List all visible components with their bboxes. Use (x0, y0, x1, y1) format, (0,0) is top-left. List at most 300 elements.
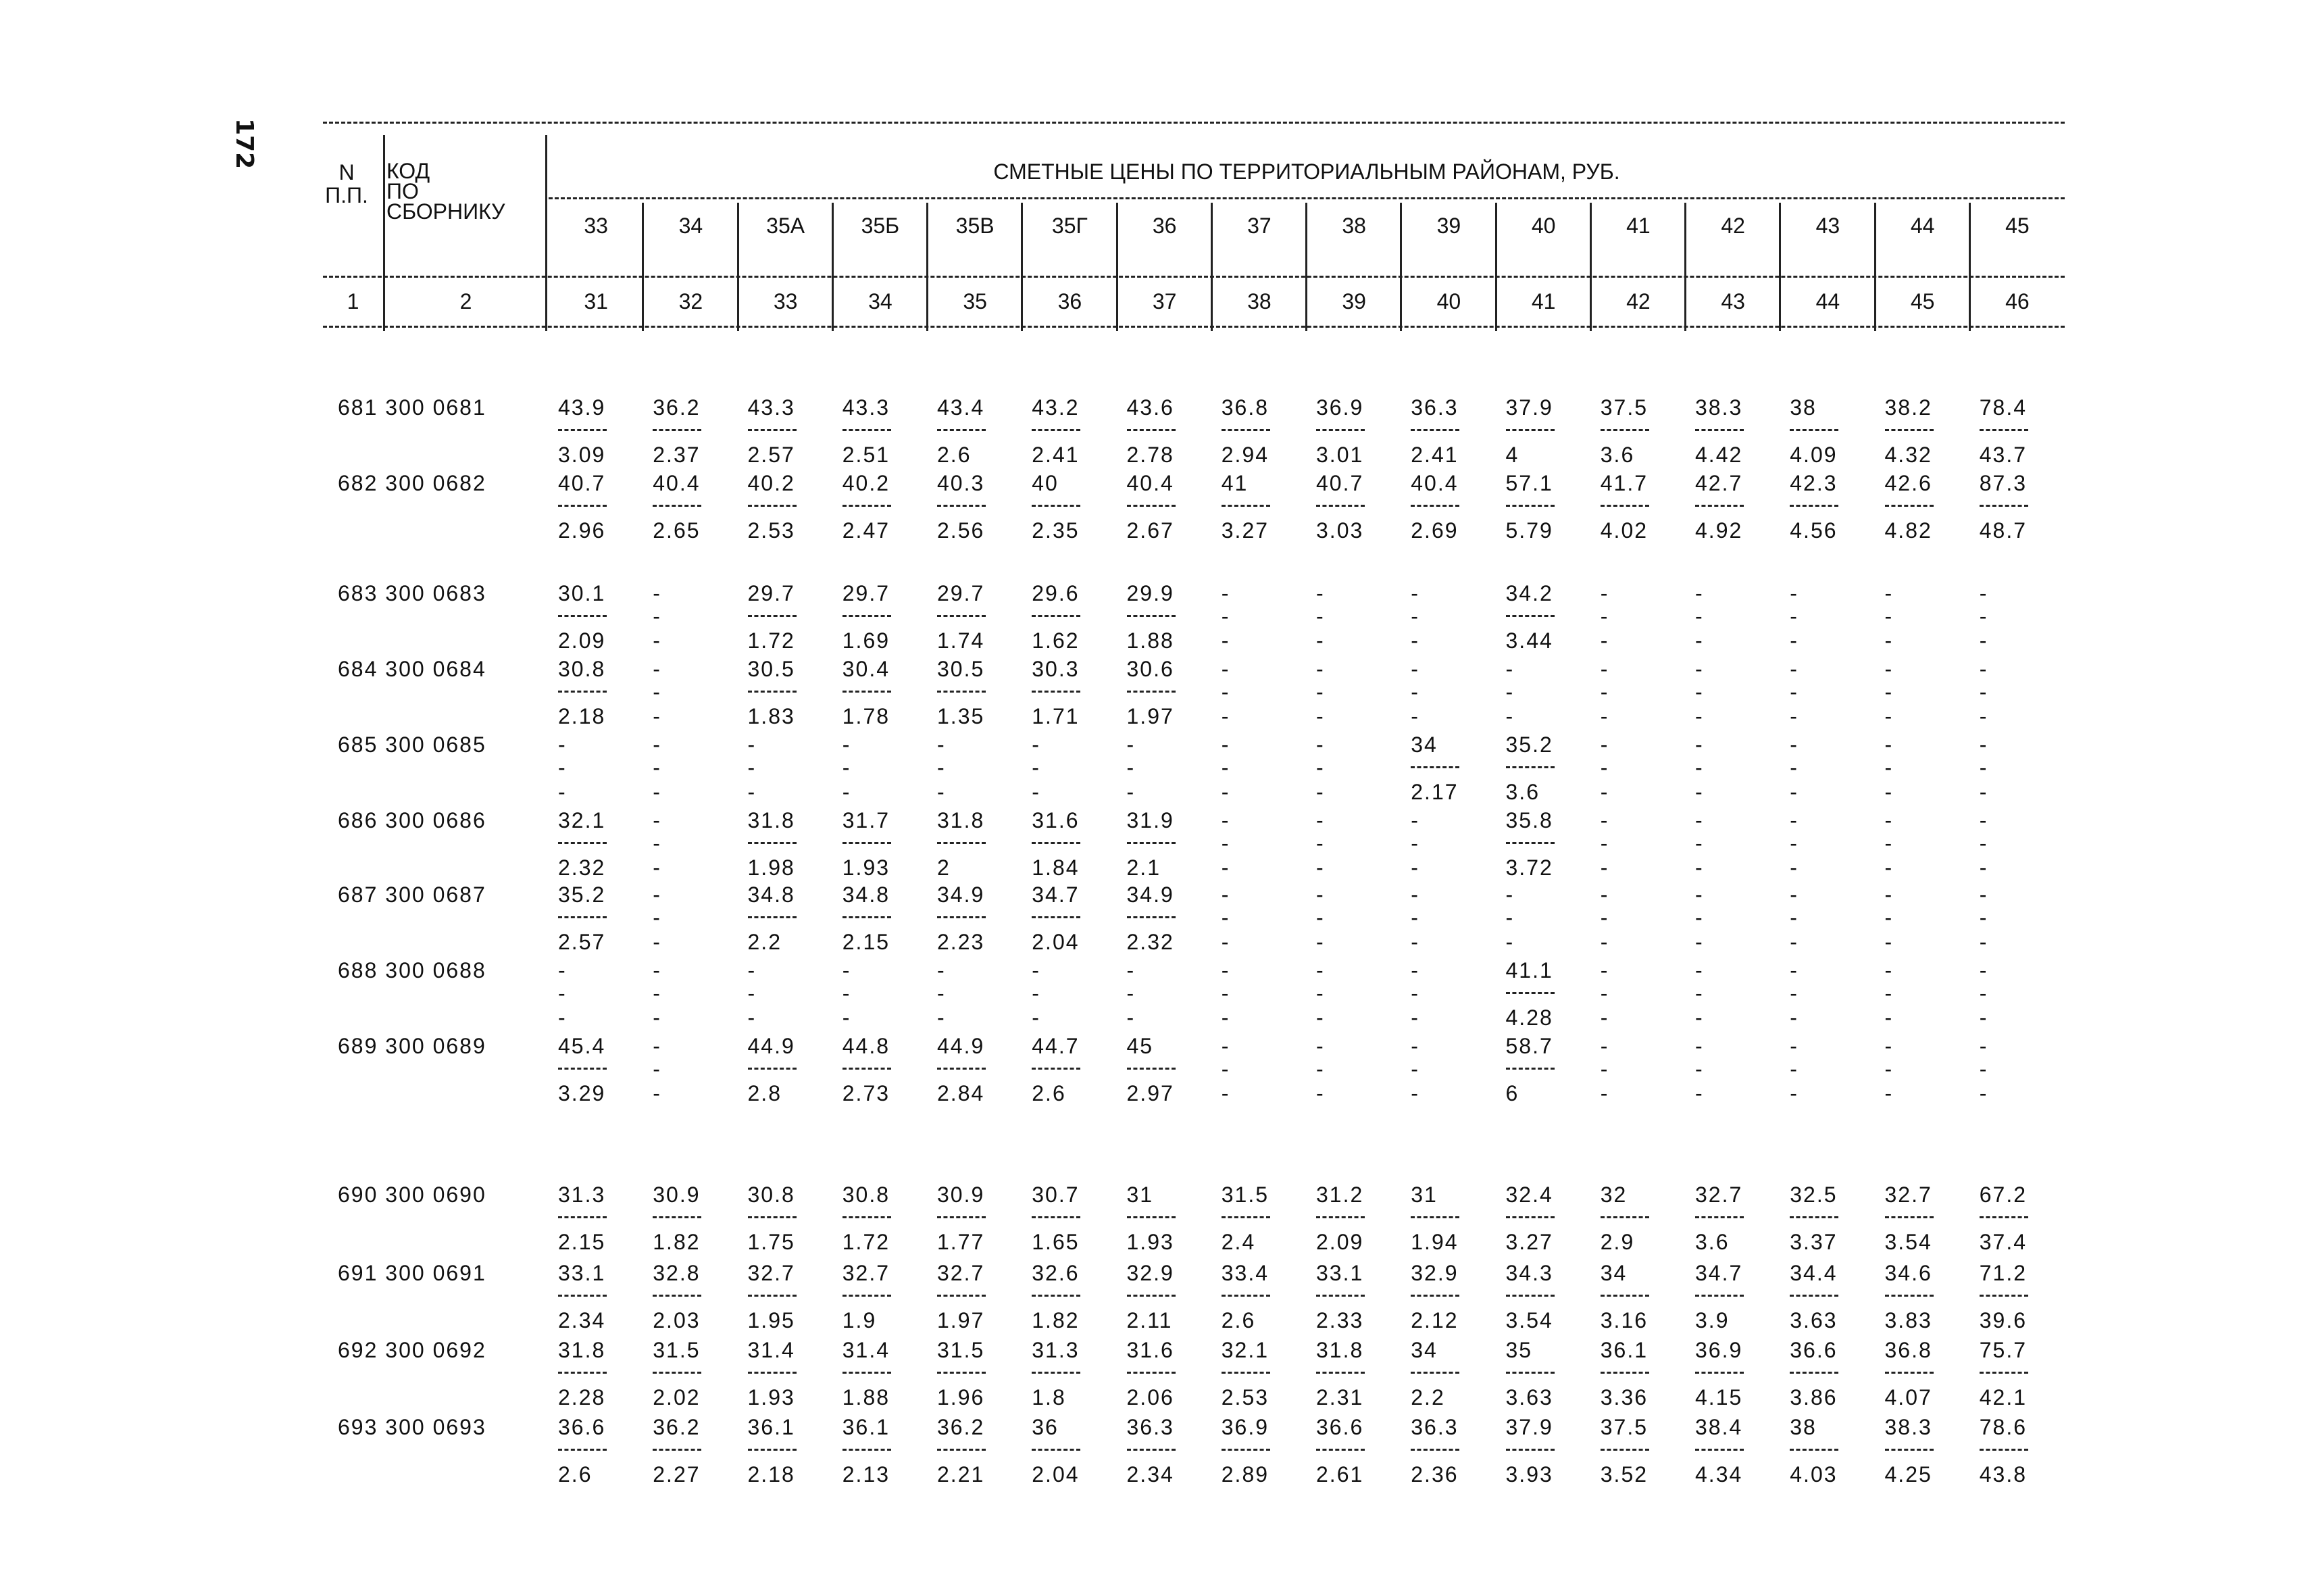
price-numerator: - (1411, 657, 1419, 681)
row-code: 691 300 0691 (338, 1261, 486, 1285)
header-top-rule (323, 122, 2065, 124)
price-denominator: 4.92 (1695, 518, 1743, 543)
price-denominator: - (937, 1005, 946, 1030)
price-denominator: 3.52 (1600, 1462, 1649, 1487)
dash-placeholder: - (1600, 1057, 1609, 1081)
price-denominator: 2.06 (1126, 1385, 1174, 1410)
price-numerator: - (1411, 808, 1419, 832)
price-denominator: 3.27 (1505, 1230, 1553, 1254)
price-numerator: - (1695, 581, 1704, 605)
price-denominator: 4.09 (1790, 443, 1838, 467)
fraction-line (1790, 1216, 1838, 1218)
price-numerator: 42.6 (1884, 471, 1932, 495)
price-numerator: - (1979, 882, 1988, 907)
price-numerator: - (1884, 808, 1894, 832)
price-numerator: 30.6 (1126, 657, 1174, 681)
fraction-line (1127, 916, 1176, 918)
price-numerator: 40.7 (1316, 471, 1364, 495)
fraction-line (1885, 1295, 1934, 1297)
price-denominator: 2.13 (842, 1462, 890, 1487)
fraction-line (1506, 1449, 1555, 1451)
fraction-line (1411, 1372, 1459, 1374)
dash-placeholder: - (937, 981, 946, 1005)
price-numerator: 38 (1790, 1415, 1817, 1439)
price-numerator: 36.1 (747, 1415, 795, 1439)
price-numerator: 36.6 (1790, 1338, 1838, 1362)
price-numerator: - (1600, 882, 1609, 907)
dash-placeholder: - (653, 755, 661, 780)
price-denominator: 3.86 (1790, 1385, 1838, 1410)
column-number: 44 (1815, 289, 1840, 314)
fraction-line (748, 429, 797, 431)
price-denominator: 2.36 (1411, 1462, 1459, 1487)
price-numerator: 34.4 (1790, 1261, 1838, 1285)
price-denominator: - (653, 1005, 661, 1030)
fraction-line (748, 1372, 797, 1374)
dash-placeholder: - (1695, 981, 1704, 1005)
price-numerator: 38.3 (1884, 1415, 1932, 1439)
dash-placeholder: - (653, 604, 661, 628)
price-numerator: 43.2 (1032, 395, 1080, 420)
price-denominator: 3.29 (558, 1081, 606, 1105)
price-denominator: - (1884, 780, 1894, 804)
price-numerator: - (1221, 581, 1230, 605)
price-numerator: - (1790, 657, 1799, 681)
dash-placeholder: - (558, 981, 567, 1005)
row-code: 682 300 0682 (338, 471, 486, 495)
price-denominator: 2.37 (653, 443, 701, 467)
dash-placeholder: - (1316, 981, 1325, 1005)
price-numerator: 30.3 (1032, 657, 1080, 681)
dash-placeholder: - (1126, 755, 1136, 780)
dash-placeholder: - (1221, 680, 1230, 704)
price-denominator: - (1695, 930, 1704, 954)
fraction-line (1032, 615, 1080, 617)
price-numerator: - (1221, 732, 1230, 757)
fraction-line (1411, 766, 1459, 768)
price-numerator: - (653, 958, 661, 982)
price-numerator: - (1695, 882, 1704, 907)
region-header: 41 (1626, 214, 1651, 238)
price-denominator: - (1600, 1081, 1609, 1105)
price-numerator: 32.6 (1032, 1261, 1080, 1285)
price-denominator: 39.6 (1979, 1308, 2028, 1332)
price-numerator: 31 (1126, 1182, 1154, 1207)
fraction-line (558, 429, 607, 431)
price-denominator: 1.83 (747, 704, 795, 728)
price-denominator: 2.12 (1411, 1308, 1459, 1332)
dash-placeholder: - (1979, 680, 1988, 704)
fraction-line (1127, 505, 1176, 507)
column-title-code: КОД ПО СБОРНИКУ (386, 159, 505, 224)
region-header: 35Б (861, 214, 900, 238)
dash-placeholder: - (1884, 1057, 1894, 1081)
price-denominator: - (1221, 1005, 1230, 1030)
column-number: 2 (459, 289, 472, 314)
row-code: 681 300 0681 (338, 395, 486, 420)
price-numerator: 35.2 (1505, 732, 1553, 757)
price-denominator: - (1695, 1081, 1704, 1105)
price-numerator: - (558, 958, 567, 982)
fraction-line (1127, 691, 1176, 693)
price-denominator: 2.03 (653, 1308, 701, 1332)
price-denominator: - (1695, 855, 1704, 880)
price-denominator: - (653, 628, 661, 653)
price-denominator: - (1884, 855, 1894, 880)
price-numerator: 43.3 (842, 395, 890, 420)
dash-placeholder: - (937, 755, 946, 780)
price-numerator: - (1695, 958, 1704, 982)
price-denominator: 1.94 (1411, 1230, 1459, 1254)
price-numerator: - (653, 657, 661, 681)
fraction-line (1222, 1295, 1270, 1297)
price-denominator: 2.17 (1411, 780, 1459, 804)
price-numerator: - (558, 732, 567, 757)
fraction-line (1127, 1068, 1176, 1070)
fraction-line (842, 1449, 891, 1451)
fraction-line (1506, 505, 1555, 507)
price-denominator: - (937, 780, 946, 804)
price-numerator: 36.6 (1316, 1415, 1364, 1439)
price-denominator: 43.8 (1979, 1462, 2028, 1487)
divider (545, 135, 547, 331)
fraction-line (937, 505, 986, 507)
price-numerator: - (1505, 657, 1515, 681)
column-number: 36 (1057, 289, 1082, 314)
column-number: 34 (868, 289, 892, 314)
price-denominator: - (1126, 780, 1136, 804)
price-numerator: 31.6 (1126, 1338, 1174, 1362)
price-numerator: 44.9 (747, 1034, 795, 1058)
region-header: 35А (766, 214, 805, 238)
price-numerator: 36.6 (558, 1415, 606, 1439)
price-denominator: 2.41 (1411, 443, 1459, 467)
price-numerator: 75.7 (1979, 1338, 2028, 1362)
price-numerator: - (1032, 732, 1040, 757)
price-numerator: 34 (1411, 1338, 1438, 1362)
fraction-line (1316, 1372, 1365, 1374)
price-denominator: - (1884, 704, 1894, 728)
price-numerator: 31.7 (842, 808, 890, 832)
fraction-line (1222, 1449, 1270, 1451)
fraction-line (1790, 1295, 1838, 1297)
price-numerator: 31.8 (747, 808, 795, 832)
price-denominator: 2.04 (1032, 930, 1080, 954)
price-numerator: - (747, 732, 757, 757)
fraction-line (1601, 1216, 1649, 1218)
price-denominator: - (1979, 704, 1988, 728)
price-numerator: - (842, 958, 851, 982)
price-numerator: - (653, 732, 661, 757)
price-numerator: 41.7 (1600, 471, 1649, 495)
price-numerator: - (1600, 581, 1609, 605)
price-numerator: 36.1 (842, 1415, 890, 1439)
price-denominator: - (558, 780, 567, 804)
price-numerator: - (653, 581, 661, 605)
fraction-line (1032, 429, 1080, 431)
price-denominator: - (1316, 704, 1325, 728)
price-numerator: - (1126, 958, 1136, 982)
price-denominator: - (842, 780, 851, 804)
dash-placeholder: - (1979, 981, 1988, 1005)
price-denominator: 2.9 (1600, 1230, 1635, 1254)
fraction-line (842, 615, 891, 617)
price-numerator: 36.9 (1695, 1338, 1743, 1362)
divider (383, 135, 385, 331)
fraction-line (653, 429, 701, 431)
price-denominator: - (1411, 930, 1419, 954)
price-numerator: 29.7 (937, 581, 985, 605)
fraction-line (1127, 615, 1176, 617)
price-numerator: 40.7 (558, 471, 606, 495)
price-numerator: 29.7 (747, 581, 795, 605)
column-number: 35 (963, 289, 987, 314)
price-denominator: 2.67 (1126, 518, 1174, 543)
price-numerator: - (1790, 581, 1799, 605)
price-denominator: 3.27 (1221, 518, 1269, 543)
price-denominator: - (1032, 780, 1040, 804)
price-numerator: - (1316, 1034, 1325, 1058)
fraction-line (558, 1216, 607, 1218)
price-denominator: - (1979, 1005, 1988, 1030)
price-numerator: - (1979, 1034, 1988, 1058)
dash-placeholder: - (1600, 604, 1609, 628)
price-numerator: - (1221, 882, 1230, 907)
dash-placeholder: - (1600, 755, 1609, 780)
fraction-line (653, 1372, 701, 1374)
fraction-line (937, 1068, 986, 1070)
price-denominator: 2.69 (1411, 518, 1459, 543)
price-numerator: - (1695, 1034, 1704, 1058)
price-numerator: 43.4 (937, 395, 985, 420)
fraction-line (1601, 429, 1649, 431)
price-denominator: - (1979, 780, 1988, 804)
price-numerator: 33.1 (1316, 1261, 1364, 1285)
price-denominator: - (558, 1005, 567, 1030)
price-denominator: - (1600, 780, 1609, 804)
fraction-line (1032, 842, 1080, 844)
price-denominator: - (1790, 855, 1799, 880)
fraction-line (1316, 505, 1365, 507)
price-numerator: 40.4 (653, 471, 701, 495)
dash-placeholder: - (842, 981, 851, 1005)
price-denominator: - (1032, 1005, 1040, 1030)
price-numerator: 44.8 (842, 1034, 890, 1058)
price-denominator: - (1505, 704, 1515, 728)
price-numerator: 35.8 (1505, 808, 1553, 832)
fraction-line (558, 842, 607, 844)
price-denominator: 3.01 (1316, 443, 1364, 467)
dash-placeholder: - (1411, 1057, 1419, 1081)
price-numerator: 34.6 (1884, 1261, 1932, 1285)
price-numerator: 29.9 (1126, 581, 1174, 605)
price-denominator: 1.82 (653, 1230, 701, 1254)
price-numerator: 38 (1790, 395, 1817, 420)
price-denominator: - (1221, 704, 1230, 728)
fraction-line (558, 1068, 607, 1070)
price-numerator: 38.2 (1884, 395, 1932, 420)
price-numerator: 40.3 (937, 471, 985, 495)
price-denominator: 2.97 (1126, 1081, 1174, 1105)
price-denominator: - (1695, 780, 1704, 804)
price-denominator: 3.83 (1884, 1308, 1932, 1332)
price-denominator: 2.23 (937, 930, 985, 954)
fraction-line (1506, 766, 1555, 768)
fraction-line (1032, 916, 1080, 918)
dash-placeholder: - (1790, 755, 1799, 780)
price-denominator: 1.78 (842, 704, 890, 728)
row-code: 692 300 0692 (338, 1338, 486, 1362)
price-denominator: - (1790, 704, 1799, 728)
column-number: 46 (2005, 289, 2030, 314)
price-numerator: 34.3 (1505, 1261, 1553, 1285)
price-numerator: 45.4 (558, 1034, 606, 1058)
price-numerator: - (653, 1034, 661, 1058)
price-denominator: - (1221, 855, 1230, 880)
price-denominator: 2.6 (937, 443, 972, 467)
price-numerator: - (1600, 808, 1609, 832)
fraction-line (748, 1295, 797, 1297)
fraction-line (1032, 1449, 1080, 1451)
price-numerator: 31.2 (1316, 1182, 1364, 1207)
price-numerator: 32.7 (842, 1261, 890, 1285)
price-denominator: 2.56 (937, 518, 985, 543)
region-header: 36 (1152, 214, 1177, 238)
price-denominator: 2.18 (558, 704, 606, 728)
fraction-line (1411, 505, 1459, 507)
price-numerator: 37.9 (1505, 1415, 1553, 1439)
fraction-line (558, 615, 607, 617)
fraction-line (1316, 1449, 1365, 1451)
price-numerator: 78.6 (1979, 1415, 2028, 1439)
price-denominator: 1.84 (1032, 855, 1080, 880)
price-numerator: - (1221, 1034, 1230, 1058)
price-denominator: 1.93 (747, 1385, 795, 1410)
price-numerator: 30.8 (842, 1182, 890, 1207)
dash-placeholder: - (1505, 905, 1515, 930)
column-number: 1 (347, 289, 359, 314)
price-denominator: 3.93 (1505, 1462, 1553, 1487)
fraction-line (1790, 429, 1838, 431)
price-numerator: - (1600, 732, 1609, 757)
fraction-line (1411, 1295, 1459, 1297)
price-denominator: 2.27 (653, 1462, 701, 1487)
price-numerator: 37.5 (1600, 395, 1649, 420)
price-numerator: 30.9 (937, 1182, 985, 1207)
dash-placeholder: - (1790, 831, 1799, 855)
fraction-line (1695, 429, 1744, 431)
price-denominator: - (1790, 1081, 1799, 1105)
price-denominator: - (1979, 855, 1988, 880)
fraction-line (1222, 1216, 1270, 1218)
fraction-line (1127, 1295, 1176, 1297)
price-numerator: 31.8 (937, 808, 985, 832)
dash-placeholder: - (1884, 905, 1894, 930)
price-numerator: - (1316, 732, 1325, 757)
fraction-line (1032, 691, 1080, 693)
dash-placeholder: - (1411, 905, 1419, 930)
fraction-line (653, 1295, 701, 1297)
region-header: 37 (1247, 214, 1272, 238)
price-denominator: - (747, 1005, 757, 1030)
price-denominator: 2.28 (558, 1385, 606, 1410)
price-numerator: - (1979, 657, 1988, 681)
price-numerator: 71.2 (1979, 1261, 2028, 1285)
price-numerator: 43.9 (558, 395, 606, 420)
price-denominator: 2 (937, 855, 951, 880)
price-numerator: 30.4 (842, 657, 890, 681)
dash-placeholder: - (1221, 604, 1230, 628)
fraction-line (1601, 1449, 1649, 1451)
fraction-line (1790, 1449, 1838, 1451)
price-numerator: - (1695, 808, 1704, 832)
price-numerator: 31.8 (1316, 1338, 1364, 1362)
price-denominator: 3.16 (1600, 1308, 1649, 1332)
price-numerator: 30.8 (558, 657, 606, 681)
price-denominator: - (1695, 628, 1704, 653)
price-denominator: - (1316, 628, 1325, 653)
price-numerator: - (937, 732, 946, 757)
fraction-line (1506, 615, 1555, 617)
price-numerator: - (1790, 1034, 1799, 1058)
dash-placeholder: - (1316, 755, 1325, 780)
fraction-line (1506, 842, 1555, 844)
price-numerator: - (1884, 958, 1894, 982)
fraction-line (558, 691, 607, 693)
price-numerator: 40.4 (1126, 471, 1174, 495)
price-denominator: 4.56 (1790, 518, 1838, 543)
dash-placeholder: - (1316, 604, 1325, 628)
price-denominator: 2.18 (747, 1462, 795, 1487)
price-numerator: 43.6 (1126, 395, 1174, 420)
fraction-line (1601, 505, 1649, 507)
price-numerator: 30.7 (1032, 1182, 1080, 1207)
price-numerator: 32.7 (1884, 1182, 1932, 1207)
fraction-line (842, 1372, 891, 1374)
price-denominator: 3.36 (1600, 1385, 1649, 1410)
fraction-line (842, 1295, 891, 1297)
price-numerator: 31.5 (653, 1338, 701, 1362)
dash-placeholder: - (1695, 604, 1704, 628)
price-denominator: 1.8 (1032, 1385, 1066, 1410)
fraction-line (748, 505, 797, 507)
price-denominator: 1.77 (937, 1230, 985, 1254)
dash-placeholder: - (1221, 905, 1230, 930)
dash-placeholder: - (1695, 905, 1704, 930)
header-bottom-rule (323, 326, 2065, 328)
dash-placeholder: - (1505, 680, 1515, 704)
price-numerator: 40.2 (747, 471, 795, 495)
price-numerator: 36.2 (653, 395, 701, 420)
price-numerator: 37.9 (1505, 395, 1553, 420)
price-denominator: - (1600, 930, 1609, 954)
fraction-line (1980, 1295, 2028, 1297)
price-denominator: - (1884, 930, 1894, 954)
price-denominator: 2.6 (1032, 1081, 1066, 1105)
price-denominator: 43.7 (1979, 443, 2028, 467)
price-denominator: 3.6 (1695, 1230, 1730, 1254)
price-numerator: 32.7 (1695, 1182, 1743, 1207)
dash-placeholder: - (1221, 981, 1230, 1005)
dash-placeholder: - (653, 1057, 661, 1081)
dash-placeholder: - (1790, 680, 1799, 704)
price-numerator: 57.1 (1505, 471, 1553, 495)
price-numerator: 32.7 (747, 1261, 795, 1285)
price-denominator: 3.54 (1884, 1230, 1932, 1254)
price-numerator: - (1316, 657, 1325, 681)
price-numerator: 37.5 (1600, 1415, 1649, 1439)
price-numerator: 34 (1411, 732, 1438, 757)
